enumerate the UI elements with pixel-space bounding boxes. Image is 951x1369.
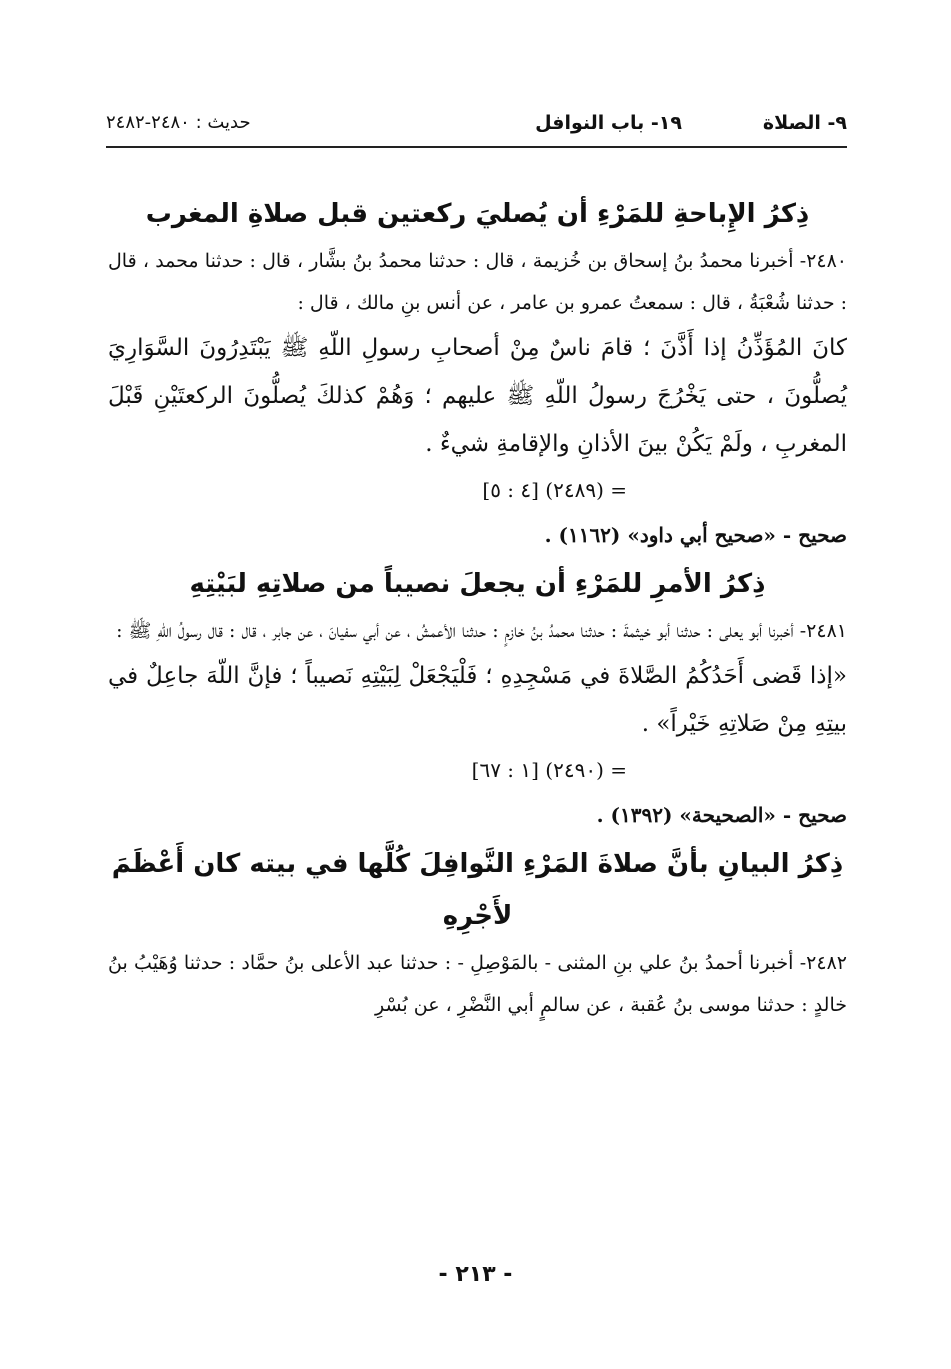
chapter-heading-3: ذِكرُ البيانِ بأنَّ صلاةَ المَرْءِ النَّوافِلَ كُلَّها في بيته كان أَعْظَمَ لأَجْرِهِ [111, 849, 844, 931]
isnad-2481: ٢٤٨١- أخبرنا أبو يعلى : حدثنا أبو خيثمةَ : حدثنا محمدُ بنُ خازمٍ : حدثنا الأعمشُ ، عن أبي سفيانَ ، عن جابر ، قال : قال رسولُ اللّهِ ﷺ : [116, 620, 847, 642]
page-body [108, 188, 847, 1026]
header-divider [106, 146, 847, 148]
page-number: - ٢١٣ - [438, 1262, 513, 1287]
running-header [106, 112, 847, 142]
matn-2480: كانَ المُؤَذِّنُ إذا أَذَّنَ ؛ قامَ ناسٌ مِنْ أصحابِ رسولِ اللّهِ ﷺ يَبْتَدِرُونَ السَّوَارِيَ يُصلُّونَ ، حتى يَخْرُجَ رسولُ اللّهِ ﷺ عليهم ؛ وَهُمْ كذلكَ يُصلُّونَ الركعتَيْنِ قَبْلَ المغربِ ، ولَمْ يَكُنْ بينَ الأذانِ والإقامةِ شيءٌ . [108, 335, 847, 457]
chapter-title: ٩- الصلاة [762, 112, 847, 134]
reference-2481: = (٢٤٩٠) [١ : ٦٧] [471, 758, 627, 782]
hadith-range: حديث : ٢٤٨٠-٢٤٨٢ [106, 112, 251, 133]
chapter-heading-2: ذِكرُ الأمرِ للمَرْءِ أن يجعلَ نصيباً من صلاتِهِ لبَيْتِهِ [189, 569, 766, 599]
reference-2480: = (٢٤٨٩) [٤ : ٥] [482, 478, 627, 502]
chapter-heading-1: ذِكرُ الإِباحةِ للمَرْءِ أن يُصليَ ركعتين قبل صلاةِ المغرب [145, 199, 810, 229]
isnad-2480: ٢٤٨٠- أخبرنا محمدُ بنُ إسحاق بن خُزيمة ، قال : حدثنا محمدُ بنُ بشَّار ، قال : حدثنا محمد ، قال : حدثنا شُعْبَةُ ، قال : سمعتُ عمرو بن عامر ، عن أنس بنِ مالك ، قال : [108, 250, 847, 314]
grading-2481: صحيح - «الصحيحة» (١٣٩٢) . [596, 803, 847, 827]
section-title: ١٩- باب النوافل [535, 112, 682, 134]
matn-2481: «إذا قَضى أَحَدُكُمُ الصَّلاةَ في مَسْجِدِهِ ؛ فَلْيَجْعَلْ لِبَيْتِهِ نَصيباً ؛ فإنَّ اللّهَ جاعِلٌ في بيتِهِ مِنْ صَلاتِهِ خَيْراً» . [108, 663, 847, 737]
isnad-2482: ٢٤٨٢- أخبرنا أحمدُ بنُ علي بنِ المثنى - بالمَوْصِلِ - : حدثنا عبد الأعلى بنُ حمَّاد : حدثنا وُهَيْبُ بنُ خالدٍ : حدثنا موسى بنُ عُقبة ، عن سالمٍ أبي النَّضْرِ ، عن بُسْرِ [108, 952, 847, 1016]
grading-2480: صحيح - «صحيح أبي داود» (١١٦٢) . [544, 523, 847, 547]
